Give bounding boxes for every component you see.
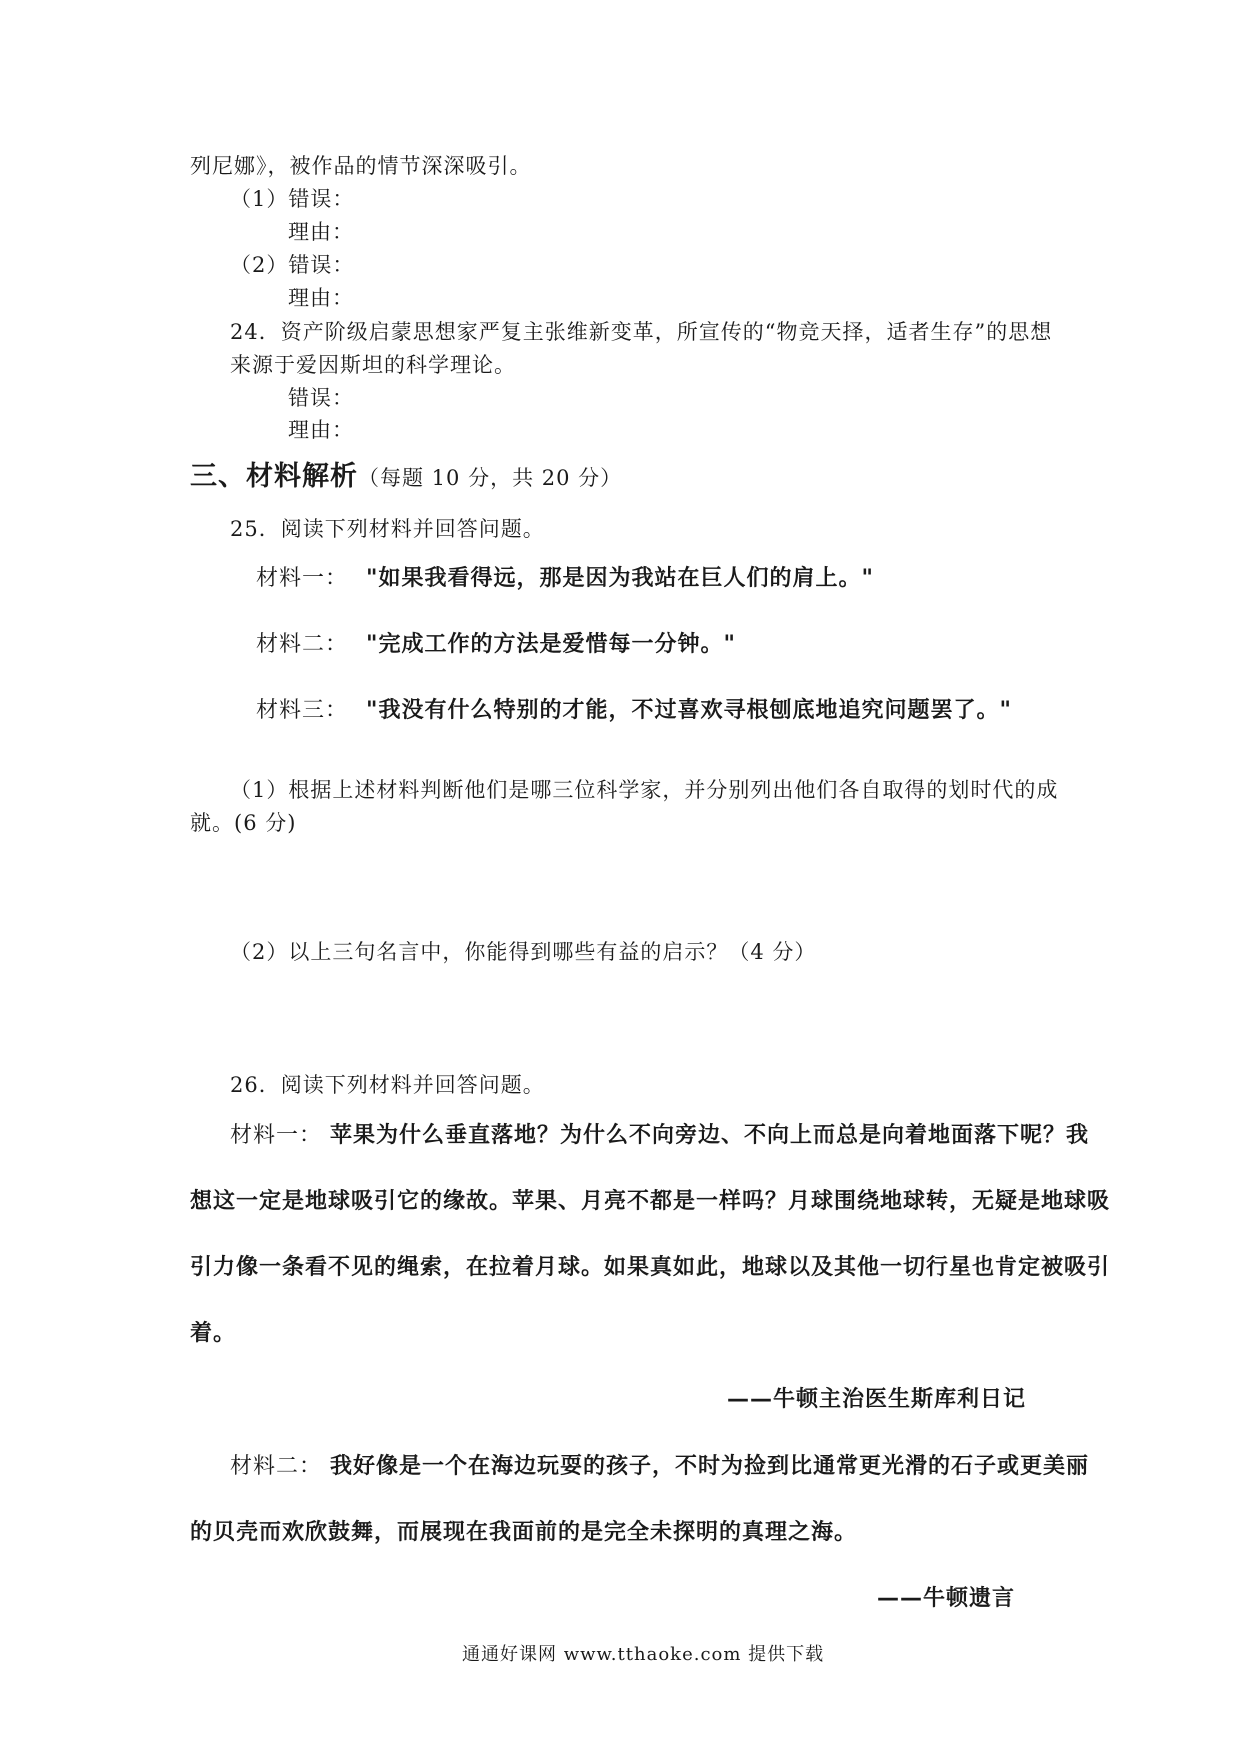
q26-material-1-line-2: 想这一定是地球吸引它的缘故。苹果、月亮不都是一样吗？月球围绕地球转，无疑是地球吸 (190, 1189, 1111, 1214)
page-footer: 通通好课网 www.tthaoke.com 提供下载 (462, 1644, 825, 1665)
q25-material-3-label: 材料三： (256, 698, 349, 723)
q26-material-1-line-4: 着。 (190, 1321, 237, 1346)
q25-sub-1-line-1: （1）根据上述材料判断他们是哪三位科学家，并分别列出他们各自取得的划时代的成 (230, 778, 1059, 802)
q25-sub-2: （2）以上三句名言中，你能得到哪些有益的启示？（4 分） (230, 940, 817, 964)
q24-reason-label: 理由： (288, 418, 354, 442)
q25-material-2-text: "完成工作的方法是爱惜每一分钟。" (366, 632, 736, 657)
q26-intro: 26．阅读下列材料并回答问题。 (230, 1073, 545, 1097)
q26-material-2-line-2: 的贝壳而欢欣鼓舞，而展现在我面前的是完全未探明的真理之海。 (190, 1520, 858, 1545)
q25-intro: 25．阅读下列材料并回答问题。 (230, 517, 545, 541)
section-3-title: 三、材料解析 (190, 461, 358, 492)
q25-sub-1-line-2: 就。(6 分) (190, 811, 297, 835)
section-3-heading (190, 462, 622, 493)
q26-material-1-line-3: 引力像一条看不见的绳索，在拉着月球。如果真如此，地球以及其他一切行星也肯定被吸引 (190, 1255, 1111, 1280)
q23-error-1-label: （1）错误： (230, 187, 355, 211)
q26-material-1-line-1: 苹果为什么垂直落地？为什么不向旁边、不向上而总是向着地面落下呢？我 (330, 1123, 1090, 1148)
q26-material-2-label: 材料二： (230, 1454, 323, 1479)
q25-material-3-text: "我没有什么特别的才能，不过喜欢寻根刨底地追究问题罢了。" (366, 698, 1012, 723)
section-3-note: （每题 10 分，共 20 分） (358, 466, 623, 490)
q24-line-2: 来源于爱因斯坦的科学理论。 (230, 353, 516, 377)
q24-error-label: 错误： (288, 386, 354, 410)
q23-tail: 列尼娜》，被作品的情节深深吸引。 (190, 154, 532, 178)
q23-reason-2-label: 理由： (288, 286, 354, 310)
q26-material-2-line-1: 我好像是一个在海边玩耍的孩子，不时为捡到比通常更光滑的石子或更美丽 (330, 1454, 1090, 1479)
q26-material-2-source: ——牛顿遗言 (877, 1586, 1016, 1611)
q25-material-2-label: 材料二： (256, 632, 349, 657)
q25-material-1-text: "如果我看得远，那是因为我站在巨人们的肩上。" (366, 566, 874, 591)
q25-material-1-label: 材料一： (256, 566, 349, 591)
q26-material-1-source: ——牛顿主治医生斯库利日记 (727, 1387, 1027, 1412)
q24-line-1: 24．资产阶级启蒙思想家严复主张维新变革，所宣传的“物竞天择，适者生存”的思想 (230, 320, 1053, 344)
q26-material-1-label: 材料一： (230, 1123, 323, 1148)
q23-error-2-label: （2）错误： (230, 253, 355, 277)
q23-reason-1-label: 理由： (288, 220, 354, 244)
